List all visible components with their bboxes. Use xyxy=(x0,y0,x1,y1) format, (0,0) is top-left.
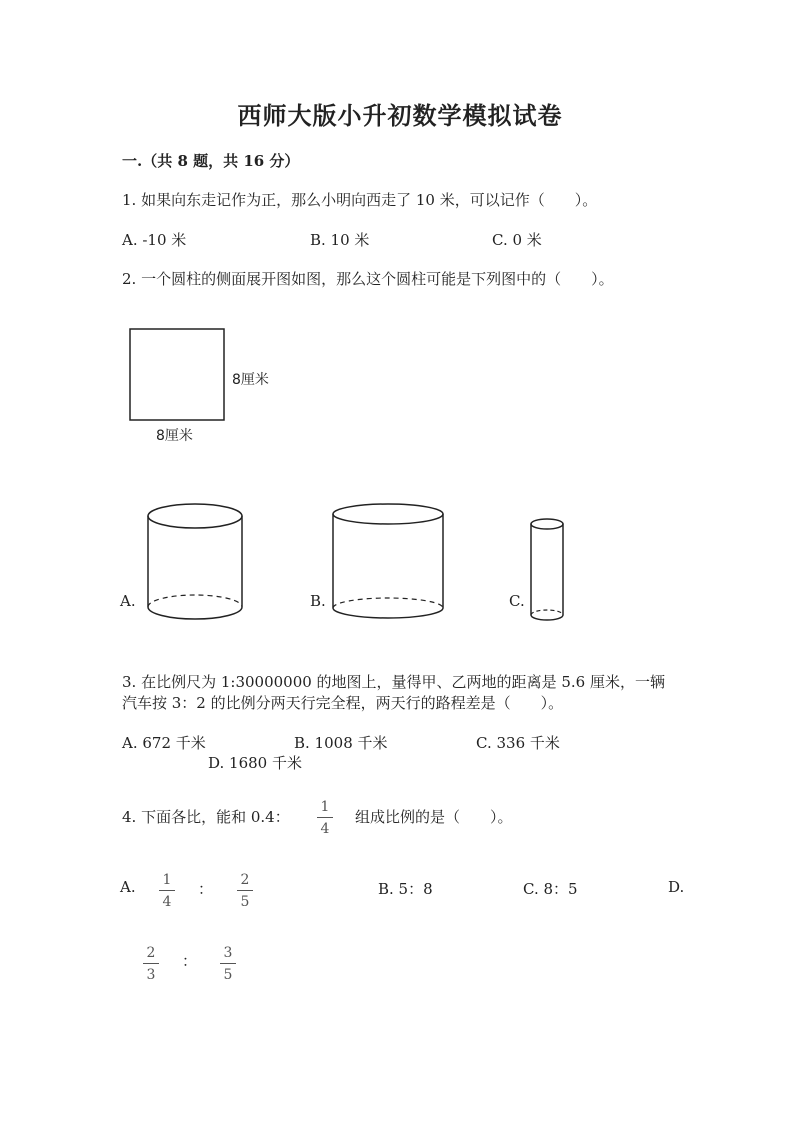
cylinder-a-bottom-back xyxy=(148,595,242,607)
cylinder-c-bottom-back xyxy=(531,610,563,615)
fraction-denominator: 5 xyxy=(223,967,233,983)
cylinder-c-bottom-front xyxy=(531,615,563,620)
question-1-option-c: C. 0 米 xyxy=(492,231,542,249)
option-d-fraction-1 xyxy=(140,946,162,982)
option-a-fraction-2 xyxy=(234,873,256,909)
cylinder-a-bottom-front xyxy=(148,607,242,619)
cylinder-b xyxy=(330,500,448,626)
question-3-option-c: C. 336 千米 xyxy=(476,734,560,752)
fraction-denominator: 4 xyxy=(320,821,330,837)
question-4-text-after: 组成比例的是（ ）。 xyxy=(355,808,513,826)
question-3-option-d: D. 1680 千米 xyxy=(208,754,302,772)
cylinder-b-bottom-front xyxy=(333,608,443,618)
net-square-figure xyxy=(120,320,290,450)
question-4-option-b: B. 5：8 xyxy=(378,880,433,898)
cylinder-b-bottom-back xyxy=(333,598,443,608)
question-3-option-b: B. 1008 千米 xyxy=(294,734,388,752)
cylinder-c xyxy=(528,515,566,627)
net-bottom-label: 8厘米 xyxy=(156,428,193,444)
question-2-text: 2. 一个圆柱的侧面展开图如图，那么这个圆柱可能是下列图中的（ ）。 xyxy=(122,270,614,288)
net-square xyxy=(130,329,224,420)
fraction-numerator: 3 xyxy=(223,945,233,961)
question-2-option-a-label: A. xyxy=(120,592,136,610)
question-1-option-b: B. 10 米 xyxy=(310,231,370,249)
fraction-denominator: 3 xyxy=(146,967,156,983)
cylinder-a xyxy=(145,500,247,626)
option-d-separator: ： xyxy=(182,952,198,970)
cylinder-b-top xyxy=(333,504,443,524)
question-4-option-c: C. 8：5 xyxy=(523,880,578,898)
cylinder-c-top xyxy=(531,519,563,529)
option-a-fraction-1 xyxy=(156,873,178,909)
question-3-option-a: A. 672 千米 xyxy=(122,734,206,752)
question-2-option-c-label: C. xyxy=(509,592,525,610)
fraction-numerator: 1 xyxy=(162,872,172,888)
section-heading: 一.（共 8 题，共 16 分） xyxy=(122,152,300,170)
question-2-option-b-label: B. xyxy=(310,592,326,610)
question-4-option-a-label: A. xyxy=(120,878,136,896)
page-title: 西师大版小升初数学模拟试卷 xyxy=(237,101,563,130)
question-4-fraction xyxy=(314,800,336,836)
question-3-text-line2: 汽车按 3：2 的比例分两天行完全程，两天行的路程差是（ ）。 xyxy=(122,694,564,712)
question-4-text-before: 4. 下面各比，能和 0.4： xyxy=(122,808,290,826)
question-1-text: 1. 如果向东走记作为正，那么小明向西走了 10 米，可以记作（ ）。 xyxy=(122,191,598,209)
fraction-numerator: 2 xyxy=(240,872,250,888)
question-3-text-line1: 3. 在比例尺为 1:30000000 的地图上，量得甲、乙两地的距离是 5.6 厘米，一辆 xyxy=(122,673,665,691)
net-side-label: 8厘米 xyxy=(232,372,269,388)
fraction-denominator: 4 xyxy=(162,894,172,910)
cylinder-a-top xyxy=(148,504,242,528)
fraction-numerator: 1 xyxy=(320,799,330,815)
option-a-separator: ： xyxy=(198,880,214,898)
fraction-numerator: 2 xyxy=(146,945,156,961)
option-d-fraction-2 xyxy=(217,946,239,982)
question-4-option-d-label: D. xyxy=(668,878,685,896)
fraction-denominator: 5 xyxy=(240,894,250,910)
question-1-option-a: A. -10 米 xyxy=(122,231,187,249)
